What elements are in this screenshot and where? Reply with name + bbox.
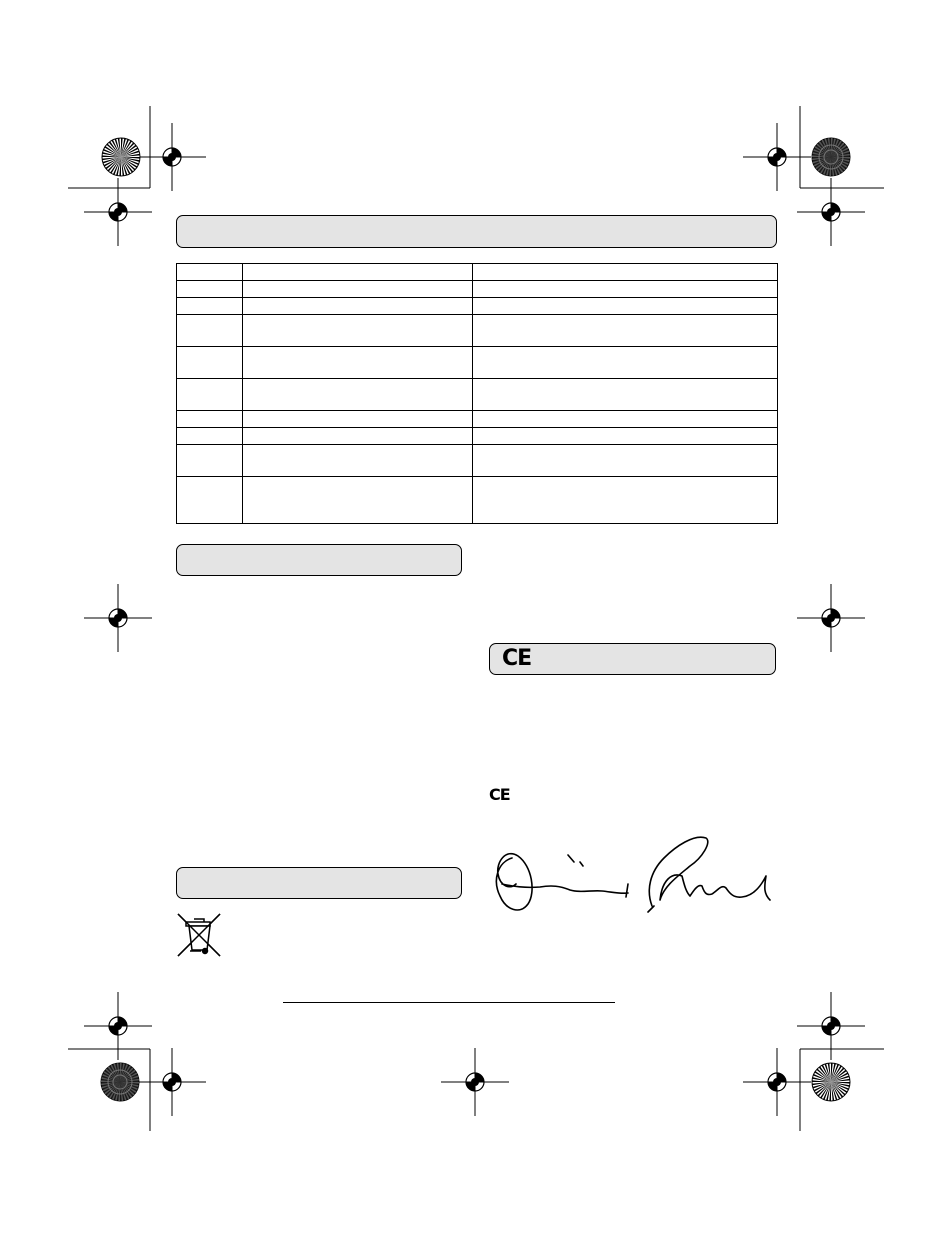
ce-logo-small: CE (489, 785, 510, 804)
footer-rule (283, 1002, 615, 1003)
ce-logo-large: CE (502, 646, 532, 671)
